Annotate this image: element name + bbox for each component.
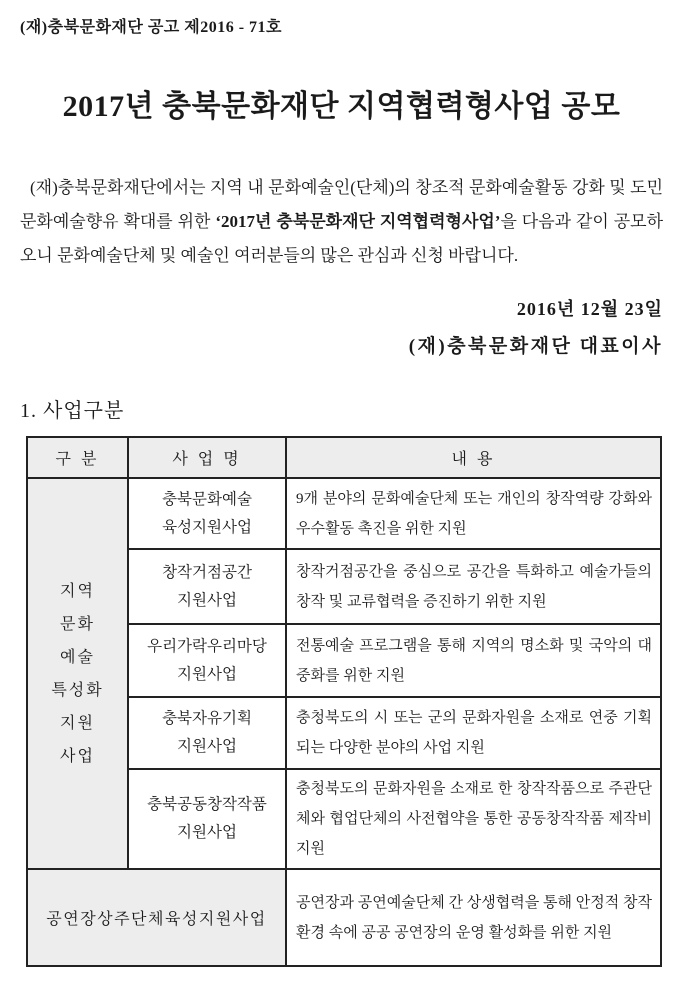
column-header-description: 내 용: [286, 437, 661, 478]
project-name-cell: 충북공동창작작품 지원사업: [128, 769, 286, 869]
project-desc-cell: 충청북도의 시 또는 군의 문화자원을 소재로 연중 기획되는 다양한 분야의 사업 지원: [286, 697, 661, 769]
project-desc-cell: 전통예술 프로그램을 통해 지역의 명소화 및 국악의 대중화를 위한 지원: [286, 624, 661, 697]
project-category-table: [26, 436, 662, 967]
signer-title: (재)충북문화재단 대표이사: [408, 336, 663, 357]
table-header-row: [27, 437, 661, 478]
group-label-line: 문화: [60, 615, 95, 633]
project-name-cell: 충북자유기획 지원사업: [128, 697, 286, 769]
project-name-cell: 창작거점공간 지원사업: [128, 549, 286, 624]
table-row: [27, 478, 661, 549]
group-label-line: 특성화: [51, 681, 104, 699]
project-desc-cell: 9개 분야의 문화예술단체 또는 개인의 창작역량 강화와 우수활동 촉진을 위한 지원: [286, 478, 661, 549]
announcement-date: 2016년 12월 23일: [516, 299, 663, 319]
project-name-cell: 우리가락우리마당 지원사업: [128, 624, 286, 697]
section1-heading: 1. 사업구분: [20, 400, 125, 422]
group-label-line: 사업: [60, 747, 95, 765]
group-label-line: 지원: [60, 714, 95, 732]
column-header-category: 구 분: [27, 437, 128, 478]
group-label-line: 지역: [60, 582, 95, 600]
category-group-cell: [27, 478, 128, 869]
project-name-cell: 충북문화예술 육성지원사업: [128, 478, 286, 549]
project-desc-cell: 창작거점공간을 중심으로 공간을 특화하고 예술가들의 창작 및 교류협력을 증진하기 위한 지원: [286, 549, 661, 624]
intro-text-after: 을 다음과 같이 공모하오니 문화예술단체 및 예술인 여러분들의 많은 관심과 신청 바랍니다.: [20, 212, 663, 265]
intro-text-before: (재)충북문화재단에서는 지역 내 문화예술인(단체)의 창조적 문화예술활동 강화 및 도민 문화예술향유 확대를 위한: [20, 178, 663, 231]
group-label-line: 예술: [60, 648, 95, 666]
intro-paragraph: [20, 171, 663, 273]
project-desc-cell: 공연장과 공연예술단체 간 상생협력을 통해 안정적 창작환경 속에 공공 공연장의 운영 활성화를 위한 지원: [286, 869, 661, 966]
project-name-merged-cell: 공연장상주단체육성지원사업: [27, 869, 286, 966]
project-desc-cell: 충청북도의 문화자원을 소재로 한 창작작품으로 주관단체와 협업단체의 사전협약을 통한 공동창작작품 제작비 지원: [286, 769, 661, 869]
column-header-project-name: 사 업 명: [128, 437, 286, 478]
document-title: 2017년 충북문화재단 지역협력형사업 공모: [62, 90, 621, 123]
intro-emphasis: ‘2017년 충북문화재단 지역협력형사업’: [215, 212, 501, 231]
table-row: [27, 869, 661, 966]
notice-number: (재)충북문화재단 공고 제2016 - 71호: [20, 19, 283, 36]
